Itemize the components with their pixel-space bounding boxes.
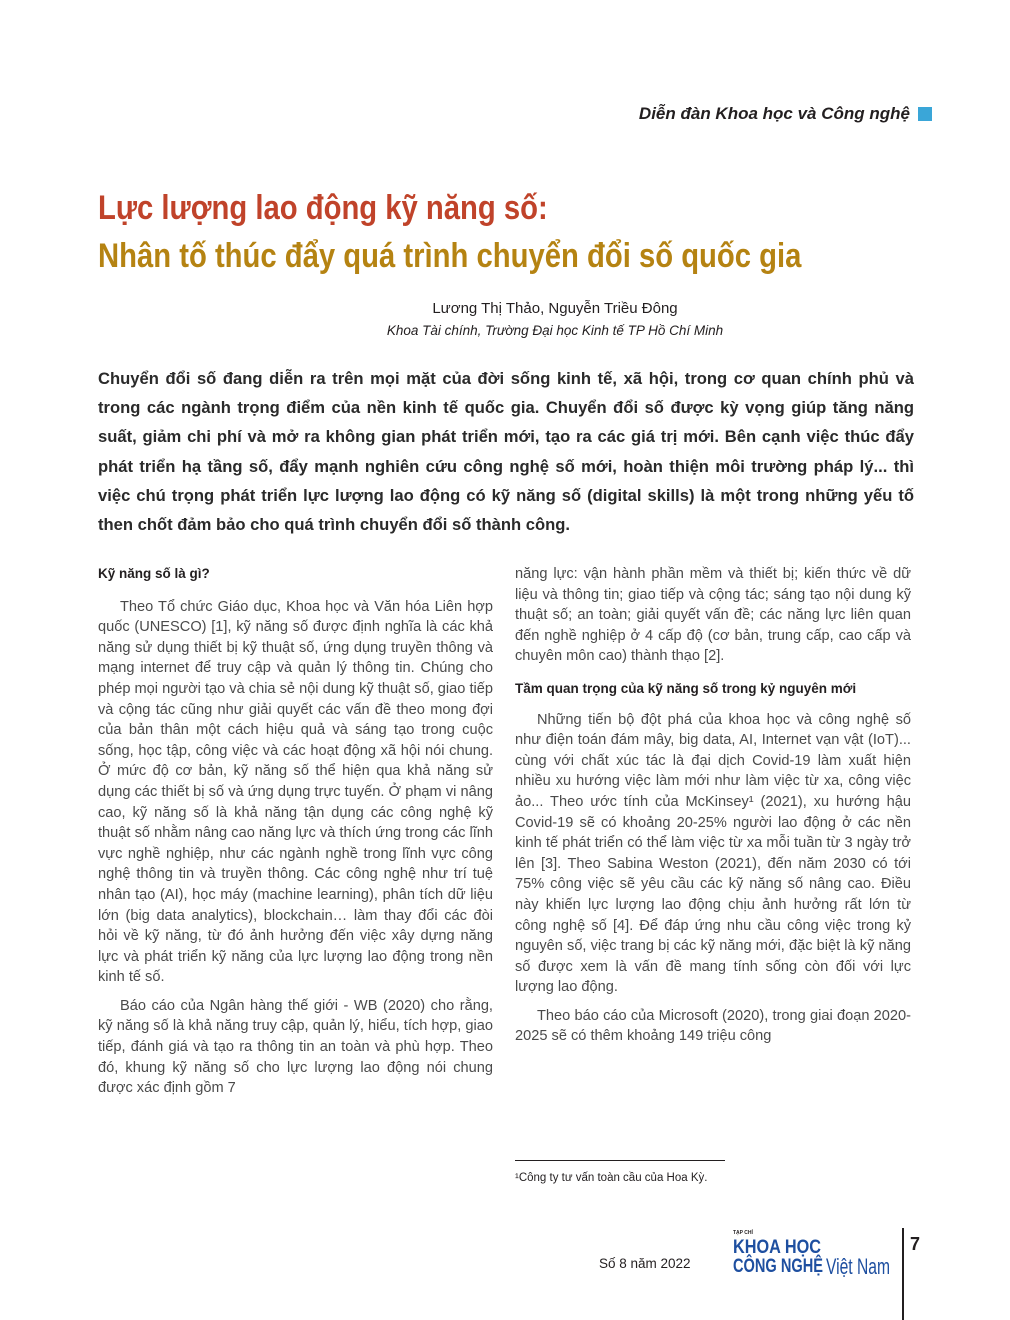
issue-number: Số 8 năm 2022: [599, 1256, 691, 1271]
authors: Lương Thị Thảo, Nguyễn Triều Đông: [432, 300, 678, 317]
page-number: 7: [910, 1234, 921, 1254]
footnote: ¹Công ty tư vấn toàn cầu của Hoa Kỳ.: [515, 1172, 708, 1184]
section-heading: Tầm quan trọng của kỹ năng số trong kỷ nguyên mới: [515, 680, 857, 696]
logo-country: Việt Nam: [826, 1254, 890, 1279]
right-column: [515, 564, 911, 1047]
logo-line-1: KHOA HỌC: [733, 1237, 822, 1258]
paragraph: Báo cáo của Ngân hàng thế giới - WB (2020) cho rằng, kỹ năng số là khả năng truy cập, quản lý, hiểu, tích hợp, giao tiếp, đánh giá và tạo ra thông tin an toàn và phù hợp. Theo đó, khung kỹ năng số cho lực lượng lao động nói chung được xác định gồm 7: [98, 997, 493, 1097]
paragraph: Theo báo cáo của Microsoft (2020), trong giai đoạn 2020-2025 sẽ có thêm khoảng 149 triệu công: [515, 1007, 911, 1045]
article-title: [98, 184, 803, 280]
section-header: [639, 104, 932, 124]
section-label: Diễn đàn Khoa học và Công nghệ: [638, 104, 910, 123]
paragraph: Những tiến bộ đột phá của khoa học và công nghệ số như điện toán đám mây, big data, AI, Internet vạn vật (IoT)... cùng với chất xúc tác là đại dịch Covid-19 làm xuất hiện nhiều xu hướng việc làm mới như làm việc từ xa, công việc ảo... Theo ước tính của McKinsey¹ (2021), xu hướng hậu Covid-19 sẽ có khoảng 20-25% người lao động ở các nền kinh tế phát triển có thể làm việc từ xa mỗi tuần từ 3 ngày trở lên [3]. Theo Sabina Weston (2021), đến năm 2030 có tới 75% công việc sẽ yêu cầu các kỹ năng số nâng cao. Điều này khiến lực lượng lao động chịu ảnh hưởng rất lớn từ công nghệ số [4]. Để đáp ứng nhu cầu công việc trong kỷ nguyên số, việc trang bị các kỹ năng mới, đặc biệt là kỹ năng số được xem là vấn đề mang tính sống còn đối với lực lượng lao động.: [515, 711, 911, 996]
journal-logo: [733, 1228, 893, 1280]
section-heading: Kỹ năng số là gì?: [98, 566, 210, 581]
paragraph-continuation: năng lực: vận hành phần mềm và thiết bị; kiến thức về dữ liệu và thông tin; giao tiếp và cộng tác; sáng tạo nội dung kỹ thuật số; an toàn; giải quyết vấn đề; các năng lực liên quan đến nghề nghiệp ở 4 cấp độ (cơ bản, trung cấp, cao cấp và chuyên môn cao) thành thạo [2].: [515, 566, 911, 665]
title-line-2: Nhân tố thúc đẩy quá trình chuyển đổi số quốc gia: [98, 237, 802, 275]
title-line-1: Lực lượng lao động kỹ năng số:: [98, 189, 548, 227]
footnote-rule: [515, 1160, 725, 1161]
left-column: [98, 564, 493, 1099]
abstract: Chuyển đổi số đang diễn ra trên mọi mặt của đời sống kinh tế, xã hội, trong cơ quan chính phủ và trong các ngành trọng điểm của nền kinh tế quốc gia. Chuyển đổi số được kỳ vọng giúp tăng năng suất, giảm chi phí và mở ra không gian phát triển mới, tạo ra các giá trị mới. Bên cạnh việc thúc đẩy phát triển hạ tầng số, đẩy mạnh nghiên cứu công nghệ số mới, hoàn thiện môi trường pháp lý... thì việc chú trọng phát triển lực lượng lao động có kỹ năng số (digital skills) là một trong những yếu tố then chốt đảm bảo cho quá trình chuyển đổi số thành công.: [98, 369, 914, 535]
logo-small-text: TẠP CHÍ: [733, 1230, 753, 1236]
section-square-icon: [918, 107, 932, 121]
affiliation: Khoa Tài chính, Trường Đại học Kinh tế TP Hồ Chí Minh: [386, 323, 724, 338]
paragraph: Theo Tổ chức Giáo dục, Khoa học và Văn hóa Liên hợp quốc (UNESCO) [1], kỹ năng số được định nghĩa là các khả năng sử dụng thiết bị kỹ thuật số, ứng dụng truyền thông và mạng internet để truy cập và quản lý thông tin. Chúng cho phép mọi người tạo và chia sẻ nội dung kỹ thuật số, giao tiếp và cộng tác cũng như giải quyết các vấn đề theo mong đợi của bản thân một cách hiệu quả và sáng tạo trong cuộc sống, học tập, công việc và các hoạt động xã hội nói chung. Ở mức độ cơ bản, kỹ năng số thể hiện qua khả năng sử dụng các thiết bị số và ứng dụng trực tuyến. Ở phạm vi nâng cao, kỹ năng số là khả năng tận dụng các công nghệ kỹ thuật số nhằm nâng cao năng lực và thích ứng trong các lĩnh vực nghề nghiệp, như các ngành nghề trong lĩnh vực công nghệ thông tin và truyền thông. Các công nghệ như trí tuệ nhân tạo (AI), học máy (machine learning), phân tích dữ liệu lớn (big data analytics), blockchain… làm thay đổi các đòi hỏi về kỹ năng, từ đó ảnh hưởng đến việc xây dựng năng lực và phát triển kỹ năng của lực lượng lao động trong nền kinh tế số.: [98, 598, 493, 986]
page-divider: [902, 1228, 904, 1320]
logo-line-2: CÔNG NGHỆ: [733, 1256, 851, 1277]
